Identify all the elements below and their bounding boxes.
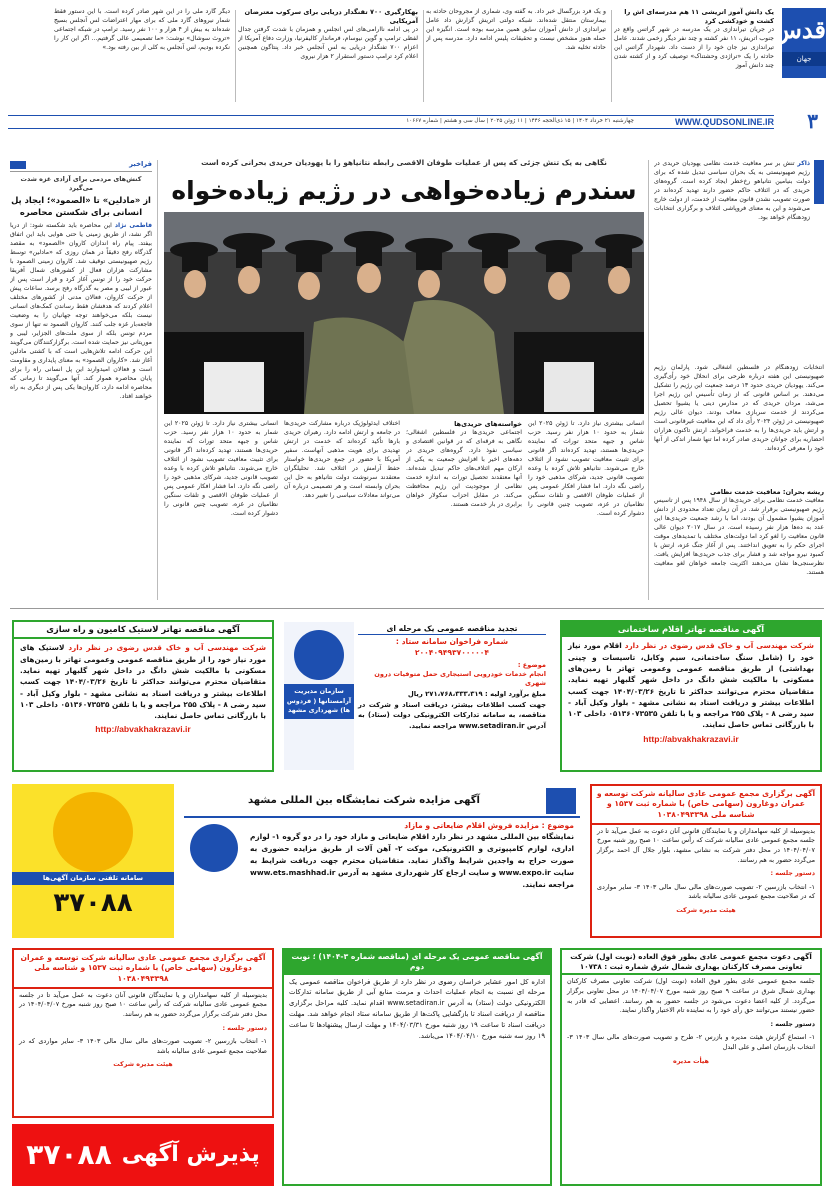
ad-number: شماره فراخوان سامانه ستاد : ۲۰۰۴۰۹۴۹۳۷۰۰۰۰۰۴ xyxy=(395,637,509,657)
feature-kicker: کنش‌های مردمی برای آزادی غزه شدت می‌گیرد xyxy=(20,175,142,192)
brief-3-body: در پی ادامه ناآرامی‌های لس آنجلس و همزمان با شدت گرفتن جدال لفظی ترامپ و گوین نیوسام، فرماندار کالیفرنیا، وزارت دفاع آمریکا از اعزام ۷۰۰ تفنگدار دریایی به لس آنجلس خبر داد. پنتاگون همچنین اعلام کرد ترامپ دستور استقرار ۲ هزار نیروی xyxy=(238,25,418,60)
accent-bar xyxy=(814,160,824,204)
brief-1-body: در جریان تیراندازی در یک مدرسه در شهر گراتس واقع در جنوب اتریش، ۱۱ نفر کشته و چند نفر دیگر زخمی شدند. عامل تیراندازی نیز جان خود را از دست داد. شهردار گراتس این حادثه را یک «تراژدی وحشتناک» توصیف کرد و از کشته شدن چند دانش آموز xyxy=(614,25,774,69)
subhead-demands: خواسته‌های حریدی‌ها xyxy=(454,420,522,428)
qods-logo[interactable] xyxy=(772,8,826,78)
ad-dogharoun-meeting[interactable]: آگهی برگزاری مجمع عمومی عادی سالیانه شرکت توسعه و عمران دوغارون (سهامی خاص) با شماره ثبت ۱۵۳۷ و شناسه ملی ۱۰۳۸۰۴۹۳۳۹۸ بدینوسیله از کلیه سهامداران و یا نمایندگان قانونی آنان دعوت به عمل می‌آید تا در جلسه مجمع عمومی عادی سالیانه شرکت که رأس ساعت ۱۰ صبح روز شنبه مورخ ۱۴۰۴/۰۴/۰۷ در محل دفتر شرکت به نشانی مشهد، بلوار جلال آل احمد برگزار می‌گردد حضور به هم رسانند. دستور جلسه : ۱- انتخاب بازرسین ۲- تصویب صورت‌های مالی سال مالی ۱۴۰۳ ۳- سایر مواردی که در صلاحیت مجمع عمومی عادی سالیانه باشد هیئت مدیره شرکت xyxy=(590,784,822,938)
ad-link[interactable]: http://abvakhakrazavi.ir xyxy=(95,724,191,735)
mashhad-emblem-icon xyxy=(190,824,238,872)
ad-coop-meeting[interactable]: آگهی دعوت مجمع عمومی عادی بطور فوق العاده (نوبت اول) شرکت تعاونی مصرف کارکنان بهداری شمال شرق شماره ثبت : ۱۰۷۳۸ جلسه مجمع عمومی عادی بطور فوق العاده (نوبت اول) شرکت تعاونی مصرف کارکنان بهداری شمال شرق در ساعت ۹ صبح روز شنبه مورخ ۱۴۰۴/۰۴/۰۷ در محل تعاونی برگزار می‌گردد. از کلیه اعضا دعوت می‌شود در جلسه حضور به هم رسانند. اعضایی که قادر به حضور نیستند می‌توانند حق رأی خود را به نماینده تام الاختیار واگذار نمایند. دستور جلسه : ۱- استماع گزارش هیئت مدیره و بازرس ۲- طرح و تصویب صورت‌های مالی سال ۱۴۰۳ ۳- انتخاب بازرسان اصلی و علی البدل هیأت مدیره xyxy=(560,948,822,1186)
banner-label: پذیرش آگهی xyxy=(121,1142,260,1168)
brief-1 xyxy=(614,8,774,98)
mashhad-emblem-icon xyxy=(294,630,344,680)
phone-number[interactable]: ۳۷۰۸۸ xyxy=(53,888,133,919)
ad-title: تجدید مناقصه عمومی یک مرحله ای xyxy=(358,624,546,635)
ad-title: آگهی مناقصه تهاتر اقلام ساختمانی xyxy=(562,622,820,637)
story-lead: تنش بر سر معافیت خدمت نظامی یهودیان حریدی در رژیم صهیونیستی به یک بحران سیاسی تبدیل شده که برای دولت بنیامین نتانیاهو رخ‌خطر ایجاد کرده است. گروه‌های حریدی که در ائتلاف حاکم حضور دارند تهدید کرده‌اند در صورت تصویب نشدن قانون معافیت از خدمت، از دولت خارج می‌شوند و این به معنای فروپاشی ائتلاف و برگزاری انتخابات زودهنگام خواهد بود. xyxy=(654,160,810,221)
ad-nomads-tender[interactable]: آگهی مناقصه عمومی یک مرحله ای (مناقصه شماره ۳-۱۴۰۴) ؛ نوبت دوم اداره کل امور عشایر خراسان رضوی در نظر دارد از طریق فراخوان مناقصه عمومی یک مرحله ای نسبت به انجام عملیات احداث و مرمت منابع آبی از طریق سامانه تدارکات الکترونیکی دولت (ستاد) به آدرس www.setadiran.ir اقدام نماید. کلیه مراحل برگزاری مناقصه از دریافت اسناد تا بازگشایی پاکت‌ها از طریق سامانه ستاد انجام خواهد شد. مهلت دریافت اسناد تا ساعت ۱۹ روز شنبه مورخ ۱۴۰۴/۰۳/۳۱ و مهلت ارسال پیشنهادها تا ساعت ۱۹ روز سه شنبه مورخ ۱۴۰۴/۰۴/۱۰ می‌باشد. xyxy=(282,948,552,1186)
story-col-e: انسانی بیشتری نیاز دارد. تا ژوئن ۲۰۲۵ این شمار به حدود ۱۰ هزار نفر رسید. حزب شاس و جبهه متحد تورات که نماینده حریدی‌ها هستند، تهدید کرده‌اند اگر قانونی برای تثبیت معافیت تصویب نشود از ائتلاف خارج می‌شوند. نتانیاهو تلاش کرده با وعده تصویب قانونی جدید، شرکای مذهبی خود را راضی نگه دارد. اما فشار افکار عمومی پس از عملیات طوفان الاقصی و تلفات سنگین نظامیان در غزه، تصویب چنین قانونی را دشوار کرده است. xyxy=(164,420,278,517)
divider xyxy=(235,10,236,102)
divider xyxy=(157,160,158,600)
left-feature xyxy=(10,160,152,600)
ad-title: آگهی دعوت مجمع عمومی عادی بطور فوق العاده (نوبت اول) شرکت تعاونی مصرف کارکنان بهداری شمال شرق شماره ثبت : ۱۰۷۳۸ xyxy=(562,950,820,975)
ad-title: آگهی برگزاری مجمع عمومی عادی سالیانه شرکت توسعه و عمران دوغارون (سهامی خاص) با شماره ثبت ۱۵۳۷ و شناسه ملی ۱۰۳۸۰۴۹۳۳۹۸ xyxy=(14,950,272,989)
feature-label: فراخبر xyxy=(129,160,152,168)
ad-title: آگهی مناقصه عمومی یک مرحله ای (مناقصه شماره ۳-۱۴۰۴) ؛ نوبت دوم xyxy=(284,950,550,975)
story-headline[interactable]: سندرم زیاده‌خواهی در رژیم زیاده‌خواه xyxy=(171,176,637,205)
story-kicker: نگاهی به یک تنش جزئی که پس از عملیات طوفان الاقصی رابطه نتانیاهو را با یهودیان حریدی بحرانی کرده است xyxy=(201,158,607,167)
story-col-c: خواسته‌های حریدی‌ها اجتماعی حریدی‌ها در فلسطین اشغالی؛ نگاهی به فرقه‌ای که در قوانین اقتصادی و سیاسی نفوذ دارد. گروه‌های حریدی در دهه‌های اخیر با افزایش جمعیت به یکی از ارکان مهم ائتلاف‌های حاکم تبدیل شده‌اند. آنها معتقدند تحصیل تورات به اندازه خدمت نظامی از موجودیت این رژیم محافظت می‌کند. در مقابل احزاب سکولار خواهان برابری در بار خدمت هستند. xyxy=(406,420,522,508)
banner-number[interactable]: ۳۷۰۸۸ xyxy=(26,1138,112,1172)
ad-title: آگهی مزایده شرکت نمایشگاه بین المللی مشهد xyxy=(248,795,480,807)
brief-1-title: یک دانش آموز اتریشی ۱۱ هم مدرسه‌ای اش را کشت و خودکشی کرد xyxy=(624,8,774,25)
brief-3-title: بهکارگیری ۷۰۰ تفنگدار دریایی برای سرکوب معترضان آمریکایی xyxy=(244,8,418,25)
author-label: ذاکر xyxy=(797,160,810,167)
operator-avatar xyxy=(53,792,133,872)
quote-icon xyxy=(10,161,26,169)
story-side-body: معافیت خدمت نظامی برای حریدی‌ها از سال ۱۹۴۸ پس از تأسیس رژیم صهیونیستی برقرار شد. در آن زمان تعداد محدودی از دانش آموزان یشیوا مشمول آن بودند، اما با رشد جمعیت حریدی‌ها این عدد به ده‌ها هزار نفر رسیده است. در سال ۲۰۱۷ دیوان عالی قانون معافیت را لغو کرد اما دولت‌های مختلف با تمدیدهای موقت اجرای حکم را به تعویق انداختند. پس از آغاز جنگ غزه، ارتش با کمبود نیرو مواجه شد و فشار برای جذب حریدی‌ها افزایش یافت. نظرسنجی‌ها نشان می‌دهند اکثریت جامعه خواهان لغو معافیت هستند. xyxy=(654,496,824,576)
site-url[interactable]: WWW.QUDSONLINE.IR xyxy=(675,117,774,127)
brief-4 xyxy=(54,8,230,104)
subhead-root: ریشه بحران: معافیت خدمت نظامی xyxy=(709,488,824,496)
feature-body: این محاصره باید شکسته شود: از دریا اگر نشد، از طریق زمینی یا حتی هوایی باید این اتفاق بیفتد. پیام راه اندازان کاروان «الصمود» به مقصد گذرگاه رفح دقیقاً در همان روزی که «مادلین» توسط رژیم صهیونیستی توقیف شد. کاروان زمینی الصمود با مشارکت هزاران فعال از کشورهای شمال آفریقا حرکت خود را از تونس آغاز کرد و قرار است پس از عبور از لیبی و مصر به گذرگاه رفح برسد. ساعات پیش از حرکت کاروان، فعالان مدنی از کشورهای مختلف اعلام کردند که هدفشان فقط رساندن کمک‌های انسانی نیست بلکه می‌خواهند توجه جهانیان را به وضعیت فاجعه‌بار غزه جلب کنند. کاروان الصمود نه تنها از سوی مردم تونس بلکه از سوی ملت‌های الجزایر، لیبی و موریتانی نیز حمایت شده است. برگزارکنندگان می‌گویند این حرکت ادامه تلاش‌هایی است که با کشتی مادلین آغاز شد. «کاروان الصمود» به معنای پایداری و مقاومت است و فعالان امیدوارند این پل انسانی راه را برای پایان محاصره هموار کند. آنها می‌گویند تا زمانی که محاصره ادامه دارد، کاروان‌ها یکی پس از دیگری به راه خواهند افتاد. xyxy=(10,221,152,400)
crowd-photo-icon xyxy=(164,212,644,414)
main-story-side xyxy=(654,160,824,600)
ad-cemetery-tender[interactable]: تجدید مناقصه عمومی یک مرحله ای شماره فراخوان سامانه ستاد : ۲۰۰۴۰۹۴۹۳۷۰۰۰۰۰۴ موضوع : انجام خدمات خودرویی استیجاری حمل متوفیات درون شهری مبلغ برآورد اولیه : ۲۷۱،۷۶۸،۳۳۳،۳۱۹ ریال جهت کسب اطلاعات بیشتر، دریافت اسناد و شرکت در مناقصه، به سامانه تدارکات الکترونیکی دولت (ستاد) به آدرس www.setadiran.ir مراجعه نمایید. سازمان مدیریت آرامستانها ( فردوس ها) شهرداری مشهد xyxy=(282,620,552,772)
ad-tire-tender[interactable]: آگهی مناقصه تهاتر لاستیک کامیون و راه سازی شرکت مهندسی آب و خاک قدس رضوی در نظر دارد لاستیک های مورد نیاز خود را از طریق مناقصه عمومی وعمومی تهاتر با زمین‌های مسکونی با مالکیت شش دانگ در داخل شهر گلبهار تهیه نماید. متقاضیان محترم می‌توانند حداکثر تا تاریخ ۱۴۰۴/۰۳/۲۶ جهت کسب اطلاعات بیشتر و دریافت اسناد به نشانی مشهد - بلوار وکیل آباد - سید رضی ۸ - پلاک ۲۵۵ مراجعه و یا با تلفن ۰۵۱۳۶۰۷۳۵۳۵ داخلی ۱۰۳ با بازرگانی تماس حاصل نمایند. http://abvakhakrazavi.ir xyxy=(12,620,274,772)
ad-expo-auction[interactable]: آگهی مزایده شرکت نمایشگاه بین المللی مشهد موضوع : مزایده فروش اقلام ضایعاتی و مازاد نمایشگاه بین المللی مشهد در نظر دارد اقلام ضایعاتی و مازاد خود را در دو گروه ۱- لوازم اداری، لوازم کامپیوتری و الکترونیکی، موکت ۲- آهن آلات از طریق مزایده حضوری به صورت حراج به واجدین شرایط واگذار نماید. متقاضیان محترم جهت دریافت شرایط به سایت www.expo.ir و سایت ارجاع کار شهرداری مشهد به آدرس www.ets.mashhad.ir مراجعه نمایند. xyxy=(182,784,582,938)
logo-text: قدس xyxy=(772,15,826,44)
section-label: جهان xyxy=(782,52,826,66)
date-line: چهارشنبه ۲۱ خرداد ۱۴۰۴ | ۱۵ ذی‌الحجه ۱۴۴۶ | ۱۱ ژوئن ۲۰۲۵ | سال سی و هشتم | شماره ۱۰۶۶۷ xyxy=(406,118,634,124)
divider xyxy=(423,10,424,102)
ad-topic: انجام خدمات خودرویی استیجاری حمل متوفیات درون شهری xyxy=(374,669,546,687)
ad-title: آگهی برگزاری مجمع عمومی عادی سالیانه شرکت توسعه و عمران دوغارون (سهامی خاص) با شماره ثبت ۱۵۳۷ و شناسه ملی ۱۰۳۸۰۴۹۳۳۹۸ xyxy=(592,786,820,825)
ad-acceptance-banner[interactable] xyxy=(12,1124,274,1186)
ad-phone-service[interactable]: سامانه تلفنی سازمان آگهی‌ها ۳۷۰۸۸ xyxy=(12,784,174,938)
org-label: سازمان مدیریت آرامستانها ( فردوس ها) شهرداری مشهد xyxy=(284,684,354,719)
feature-headline[interactable]: از «مادلین» تا «الصمود»؛ ایجاد پل انسانی برای شکستن محاصره xyxy=(11,195,151,218)
date-bar xyxy=(8,115,774,129)
brief-3 xyxy=(238,8,418,106)
divider xyxy=(611,10,612,102)
divider xyxy=(648,160,649,600)
brief-4-body: دیگر گارد ملی را در این شهر صادر کرده است. با این دستور فقط شمار نیروهای گارد ملی که برای مهار اعتراضات لس آنجلس بسیج شده‌اند به بیش از ۴ هزار و ۱۰۰ نفر رسید. ترامپ در شبکه اجتماعی «تروث سوشال» نوشت: «ما تصمیمی عالی گرفتیم... اگر این کار را نکرده بودیم، لس آنجلس به کلی از بین رفته بود.» xyxy=(54,8,230,51)
ad-title: آگهی مناقصه تهاتر لاستیک کامیون و راه سازی xyxy=(14,622,272,639)
brief-2-body: و یک فرد بزرگسال خبر داد. به گفته وی، شماری از مجروحان حادثه به بیمارستان منتقل شده‌اند. شبکه دولتی اتریش گزارش داد عامل تیراندازی از دانش آموزان سابق همین مدرسه بوده است. انگیزه این حمله هنوز مشخص نیست و تحقیقات پلیس ادامه دارد. مدرسه پس از حادثه تخلیه شد. xyxy=(426,8,606,51)
ad-building-tender[interactable]: آگهی مناقصه تهاتر اقلام ساختمانی شرکت مهندسی آب و خاک قدس رضوی در نظر دارد اقلام مورد نیاز خود را (شامل سنگ ساختمانی، سیم وکابل، تاسیسات و چینی بهداشتی) از طریق مناقصه عمومی وعمومی تهاتر با زمین‌های مسکونی با مالکیت شش دانگ در داخل شهر گلبهار تهیه نماید. متقاضیان محترم می‌توانند حداکثر تا تاریخ ۱۴۰۴/۰۳/۲۶ جهت کسب اطلاعات بیشتر و دریافت اسناد به نشانی مشهد - بلوار وکیل آباد - سید رضی ۸ - پلاک ۲۵۵ مراجعه و یا با تلفن ۰۵۱۳۶۰۷۳۵۳۵ داخلی ۱۰۳ با بازرگانی تماس حاصل نمایند. http://abvakhakrazavi.ir xyxy=(560,620,822,772)
page-number: ۳ xyxy=(807,109,818,133)
divider xyxy=(10,608,824,609)
ad-link[interactable]: http://abvakhakrazavi.ir xyxy=(643,733,739,744)
story-col-d: اختلاف ایدئولوژیک درباره مشارکت حریدی‌ها در جامعه و ارتش ادامه دارد. رهبران حریدی بارها تأکید کرده‌اند که خدمت در ارتش تهدیدی برای هویت مذهبی آنهاست. سفیر آمریکا با حضور در جمع حریدی‌ها خواستار حفظ آرامش در ائتلاف شد. تحلیلگران معتقدند سرنوشت دولت نتانیاهو به حل این بحران وابسته است و هر تصمیمی درباره آن می‌تواند معادلات سیاسی را تغییر دهد. xyxy=(284,420,400,499)
expo-logo-icon xyxy=(546,788,576,814)
feature-author: فاطمی نژاد xyxy=(114,221,152,229)
story-col-b: انسانی بیشتری نیاز دارد. تا ژوئن ۲۰۲۵ این شمار به حدود ۱۰ هزار نفر رسید. حزب شاس و جبهه متحد تورات که نماینده حریدی‌ها هستند، تهدید کرده‌اند اگر قانونی برای تثبیت معافیت تصویب نشود از ائتلاف خارج می‌شوند. نتانیاهو تلاش کرده با وعده تصویب قانونی جدید، شرکای مذهبی خود را راضی نگه دارد. اما فشار افکار عمومی پس از عملیات طوفان الاقصی و تلفات سنگین نظامیان در غزه، تصویب چنین قانونی را دشوار کرده است. xyxy=(528,420,644,517)
brief-2 xyxy=(426,8,606,104)
story-photo[interactable] xyxy=(164,212,644,414)
story-col-a: انتخابات زودهنگام در فلسطین اشغالی شود. پارلمان رژیم صهیونیستی این هفته درباره طرحی برای انحلال خود رأی‌گیری می‌کند. یهودیان حریدی حدود ۱۳ درصد جمعیت این رژیم را تشکیل می‌دهند. بر اساس قانونی که از زمان تأسیس این رژیم اجرا می‌شد، مردان حریدی که در مدارس دینی یا یشیوا تحصیل می‌کردند از خدمت سربازی معاف بودند. دیوان عالی رژیم صهیونیستی در ژوئن ۲۰۲۴ رأی داد که این معافیت غیرقانونی است و ارتش باید حریدی‌ها را به خدمت فراخواند. ارتش تاکنون هزاران احضاریه برای جوانان حریدی صادر کرده اما تنها شمار اندکی از آنها خود را معرفی کرده‌اند. xyxy=(654,364,824,452)
ad-dogharoun-meeting-2[interactable]: آگهی برگزاری مجمع عمومی عادی سالیانه شرکت توسعه و عمران دوغارون (سهامی خاص) با شماره ثبت ۱۵۳۷ و شناسه ملی ۱۰۳۸۰۴۹۳۳۹۸ بدینوسیله از کلیه سهامداران و یا نمایندگان قانونی آنان دعوت به عمل می‌آید تا در جلسه مجمع عمومی عادی سالیانه شرکت که رأس ساعت ۱۰ صبح روز شنبه مورخ ۱۴۰۴/۰۴/۰۷ در محل دفتر شرکت برگزار می‌گردد حضور به هم رسانند. دستور جلسه : ۱- انتخاب بازرسین ۲- تصویب صورت‌های مالی سال مالی ۱۴۰۳ ۳- سایر مواردی که در صلاحیت مجمع عمومی عادی سالیانه باشد هیئت مدیره شرکت xyxy=(12,948,274,1118)
